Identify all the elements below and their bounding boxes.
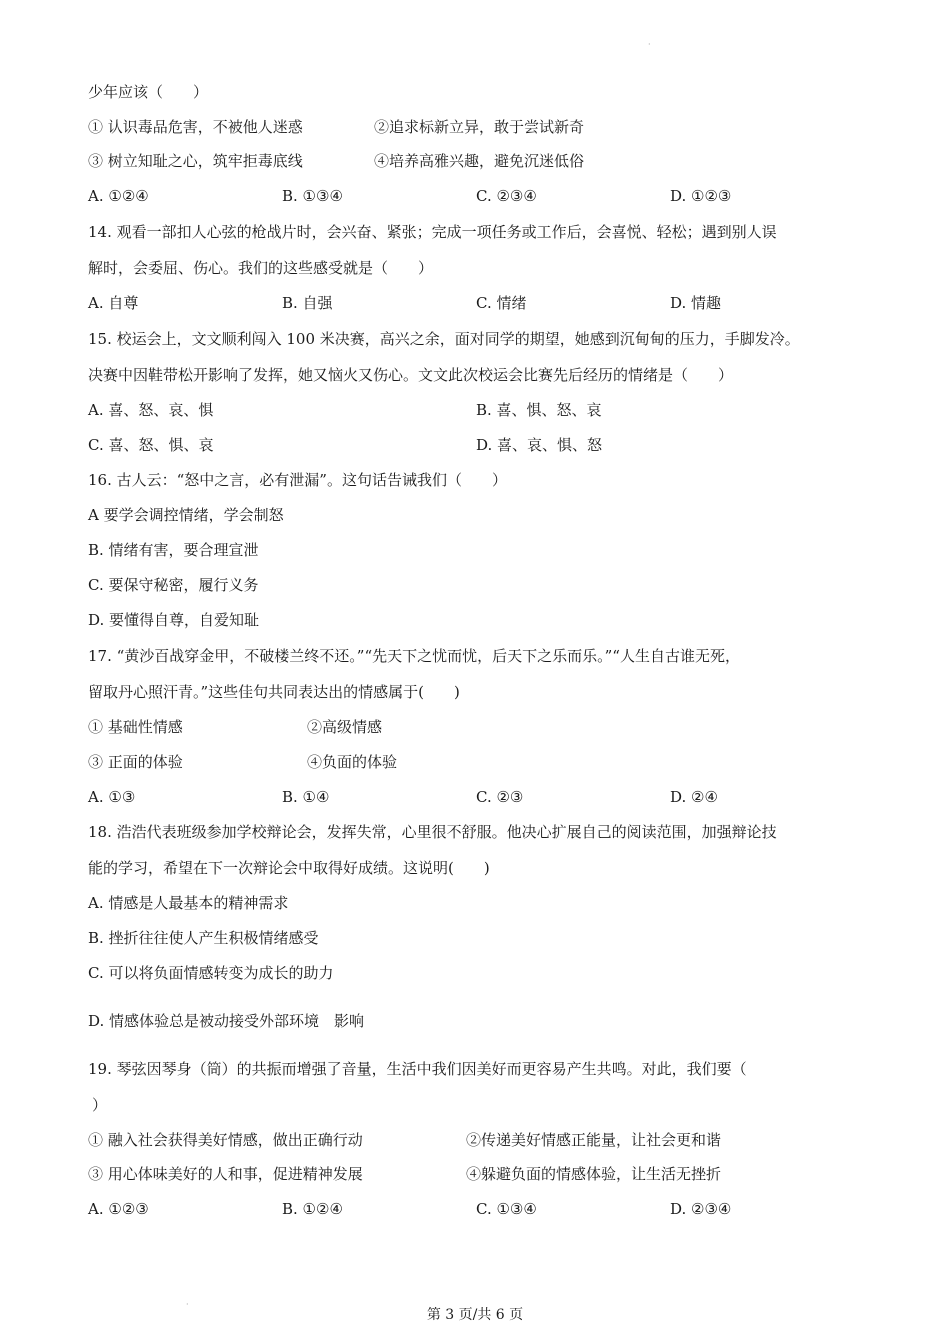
q14-choices — [88, 293, 868, 313]
q15-stem-line2: 决赛中因鞋带松开影响了发挥，她又恼火又伤心。文文此次校运会比赛先后经历的情绪是（ ） — [88, 366, 734, 384]
q15-choice-d: D. 喜、哀、惧、怒 — [476, 436, 603, 454]
q17-stem-line1: 17. “黄沙百战穿金甲，不破楼兰终不还。”“先天下之忧而忧，后天下之乐而乐。”“人生自古谁无死， — [88, 647, 740, 665]
q13-choice-b: B. ①③④ — [282, 187, 343, 205]
q17-options-row2 — [88, 752, 868, 772]
scan-dot: · — [186, 1300, 189, 1309]
scan-dot: · — [648, 40, 651, 49]
q19-stem-line1: 19. 琴弦因琴身（筒）的共振而增强了音量，生活中我们因美好而更容易产生共鸣。对此，我们要（ — [88, 1060, 747, 1078]
q17-options-row1 — [88, 717, 868, 737]
q17-stem-line2: 留取丹心照汗青。”这些佳句共同表达出的情感属于( ) — [88, 683, 460, 701]
page-number: 第 3 页/共 6 页 — [426, 1307, 524, 1323]
q19-options-row2 — [88, 1164, 868, 1184]
q17-option-3: ③ 正面的体验 — [88, 753, 183, 771]
q17-option-1: ① 基础性情感 — [88, 718, 183, 736]
q15-choice-b: B. 喜、惧、怒、哀 — [476, 401, 602, 419]
q13-option-3: ③ 树立知耻之心，筑牢拒毒底线 — [88, 152, 303, 170]
q15-choice-a: A. 喜、怒、哀、惧 — [88, 401, 214, 419]
q13-options-row2 — [88, 151, 868, 171]
q13-choices — [88, 186, 868, 206]
q19-choice-d: D. ②③④ — [670, 1200, 732, 1218]
q18-choice-a: A. 情感是人最基本的精神需求 — [88, 894, 289, 912]
q19-option-4: ④躲避负面的情感体验，让生活无挫折 — [466, 1165, 722, 1183]
q14-choice-c: C. 情绪 — [476, 294, 527, 312]
q14-choice-d: D. 情趣 — [670, 294, 722, 312]
q13-choice-a: A. ①②④ — [88, 187, 149, 205]
q13-stem: 少年应该（ ） — [88, 83, 209, 101]
q18-choice-b: B. 挫折往往使人产生积极情绪感受 — [88, 929, 319, 947]
q16-choice-b: B. 情绪有害，要合理宣泄 — [88, 541, 259, 559]
q15-choices-row1 — [88, 400, 868, 420]
q19-option-3: ③ 用心体味美好的人和事，促进精神发展 — [88, 1165, 363, 1183]
q15-choice-c: C. 喜、怒、惧、哀 — [88, 436, 214, 454]
q18-choice-c: C. 可以将负面情感转变为成长的助力 — [88, 964, 334, 982]
q13-choice-c: C. ②③④ — [476, 187, 537, 205]
q17-option-2: ②高级情感 — [307, 718, 383, 736]
q17-choice-b: B. ①④ — [282, 788, 330, 806]
q19-option-1: ① 融入社会获得美好情感，做出正确行动 — [88, 1131, 363, 1149]
q14-choice-b: B. 自强 — [282, 294, 333, 312]
q16-stem: 16. 古人云：“怒中之言，必有泄漏”。这句话告诫我们（ ） — [88, 471, 507, 489]
q19-choice-c: C. ①③④ — [476, 1200, 537, 1218]
q13-option-4: ④培养高雅兴趣，避免沉迷低俗 — [374, 152, 585, 170]
q19-choice-a: A. ①②③ — [88, 1200, 149, 1218]
q17-choice-a: A. ①③ — [88, 788, 136, 806]
q13-option-1: ① 认识毒品危害，不被他人迷惑 — [88, 118, 303, 136]
q14-stem-line2: 解时，会委屈、伤心。我们的这些感受就是（ ） — [88, 259, 434, 277]
q19-stem-line2: ） — [92, 1096, 108, 1114]
q17-choices — [88, 787, 868, 807]
q15-choices-row2 — [88, 435, 868, 455]
q18-stem-line1: 18. 浩浩代表班级参加学校辩论会，发挥失常，心里很不舒服。他决心扩展自己的阅读范围，加强辩论技 — [88, 823, 777, 841]
q13-choice-d: D. ①②③ — [670, 187, 732, 205]
q15-stem-line1: 15. 校运会上，文文顺利闯入 100 米决赛，高兴之余，面对同学的期望，她感到沉甸甸的压力，手脚发冷。 — [88, 330, 800, 348]
q19-choices — [88, 1199, 868, 1219]
q18-choice-d: D. 情感体验总是被动接受外部环境 影响 — [88, 1012, 365, 1030]
q18-stem-line2: 能的学习，希望在下一次辩论会中取得好成绩。这说明( ) — [88, 859, 490, 877]
q19-option-2: ②传递美好情感正能量，让社会更和谐 — [466, 1131, 722, 1149]
q16-choice-c: C. 要保守秘密，履行义务 — [88, 576, 259, 594]
q14-stem-line1: 14. 观看一部扣人心弦的枪战片时，会兴奋、紧张；完成一项任务或工作后，会喜悦、轻松；遇到别人误 — [88, 223, 777, 241]
q16-choice-d: D. 要懂得自尊，自爱知耻 — [88, 611, 260, 629]
q17-option-4: ④负面的体验 — [307, 753, 398, 771]
q17-choice-d: D. ②④ — [670, 788, 718, 806]
q19-choice-b: B. ①②④ — [282, 1200, 343, 1218]
q13-option-2: ②追求标新立异，敢于尝试新奇 — [374, 118, 585, 136]
q13-options-row1 — [88, 117, 868, 137]
q19-options-row1 — [88, 1130, 868, 1150]
q14-choice-a: A. 自尊 — [88, 294, 139, 312]
q16-choice-a: A 要学会调控情绪，学会制怒 — [88, 506, 284, 524]
q17-choice-c: C. ②③ — [476, 788, 524, 806]
